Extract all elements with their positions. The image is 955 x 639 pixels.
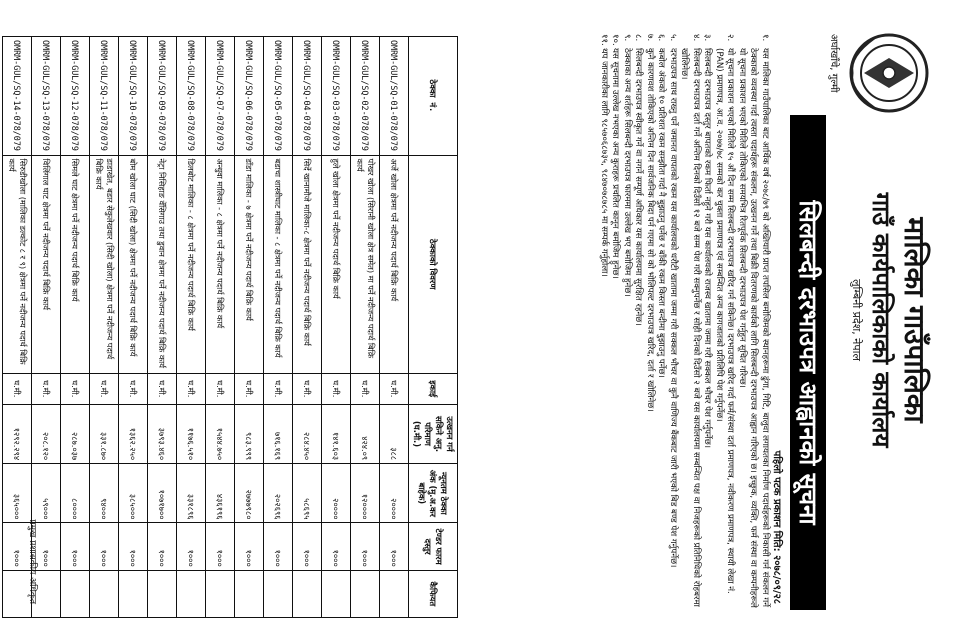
- contract-number-cell: OMRM-GUL/SQ-02-078/079: [350, 36, 379, 155]
- unit-cell: घ.मी.: [89, 373, 118, 404]
- quantity-cell: ४२४.०९: [350, 404, 379, 463]
- address-left: अर्घाखाँचे, गुल्मी: [827, 33, 839, 93]
- contract-number-cell: OMRM-GUL/SQ-05-078/079: [263, 36, 292, 155]
- form-fee-cell: १०००: [205, 522, 234, 569]
- table-row: [60, 36, 89, 617]
- column-header-quantity: उत्खनन गर्न सकिने अनु. परिमाण (घ.मी.): [408, 404, 457, 463]
- paragraph: [632, 34, 644, 612]
- office-name: गाउँ कार्यपालिकाको कार्यालय: [866, 192, 895, 447]
- quantity-cell: १२९२.२९४: [2, 404, 31, 463]
- paragraph-number: ८.: [633, 33, 643, 41]
- paragraph-text: थप जानकारीका लागि ९८५७०६८७३५, ९८४७०७८७८५ मा सम्पर्क गर्नुहोला।: [598, 47, 609, 277]
- table-row: [205, 36, 234, 617]
- unit-cell: घ.मी.: [350, 373, 379, 404]
- form-fee-cell: १०००: [176, 522, 205, 569]
- minimum-amount-cell: ३८५०००: [118, 463, 147, 522]
- work-description-cell: डिलबोट मालिका - ८ क्षेत्रमा पर्ने नदीजन्य पदार्थ बिक्रि कार्य: [176, 155, 205, 373]
- table-header-row: [408, 36, 457, 617]
- paragraph-number: ११.: [598, 33, 609, 46]
- unit-cell: घ.मी.: [234, 373, 263, 404]
- paragraph-number: १०.: [610, 33, 620, 46]
- contract-number-cell: OMRM-GUL/SQ-14-078/079: [2, 36, 31, 155]
- minimum-amount-cell: २००००: [379, 463, 408, 522]
- unit-cell: घ.मी.: [2, 373, 31, 404]
- notice-title: सिलबन्दी दरभाउपत्र आह्वानको सूचना: [790, 115, 826, 610]
- remark-cell: [379, 570, 408, 617]
- table-row: [350, 36, 379, 617]
- table-row: [89, 36, 118, 617]
- table-row: [234, 36, 263, 617]
- quantity-cell: २८७.०३७: [60, 404, 89, 463]
- table-row: [147, 36, 176, 617]
- minimum-amount-cell: ९४०००: [89, 463, 118, 522]
- form-fee-cell: १०००: [321, 522, 350, 569]
- unit-cell: घ.मी.: [321, 373, 350, 404]
- table-row: [118, 36, 147, 617]
- form-fee-cell: १०००: [31, 522, 60, 569]
- paragraph: [620, 34, 632, 612]
- municipality-name: मालिका गाउँपालिका: [897, 216, 931, 423]
- paragraph-text: सिलबन्दी दरभाउपत्र दस्तुर बापतको रकम फिर्ता नहुने गरी यस कार्यालयको राजस्व खातामा जम्मा गरी सक्कल भौचर पेश गर्नुपर्नेछ।: [702, 47, 712, 448]
- paragraph-text: ठेक्काका अन्य शर्तहरू सिलबन्दी दरभाउपत्र फारममा उल्लेख भए बमोजिम हुनेछ।: [621, 47, 632, 297]
- minimum-amount-cell: ५८६९५: [292, 463, 321, 522]
- minimum-amount-cell: ३३१८९६: [176, 463, 205, 522]
- table-row: [379, 36, 408, 617]
- address: लुम्बिनी प्रदेश, नेपाल: [849, 278, 863, 361]
- remark-cell: [263, 570, 292, 617]
- quantity-cell: १३६२.२५०: [118, 404, 147, 463]
- column-header-description: ठेक्काको विवरण: [408, 155, 457, 373]
- contract-number-cell: OMRM-GUL/SQ-03-078/079: [321, 36, 350, 155]
- work-description-cell: बडाचा शास्त्रीघाट मालिका - ८ क्षेत्रमा पर्ने नदीजन्य पदार्थ बिक्रि कार्य: [263, 155, 292, 373]
- paragraph-text: कबोल अंकको १० प्रतिशत रकम सम्झौता गर्दा नै बुझाउनु पर्नेछ र बाँकी रकम किस्ता बन्दीमा बुझाउनु पर्नेछ।: [656, 47, 666, 378]
- quantity-cell: ११७६.५१०: [176, 404, 205, 463]
- minimum-amount-cell: १२००००: [350, 463, 379, 522]
- table-row: [321, 36, 350, 617]
- form-fee-cell: १०००: [118, 522, 147, 569]
- paragraph-number: ७.: [644, 33, 655, 41]
- column-header-unit: इकाई: [408, 373, 457, 404]
- remark-cell: [292, 570, 321, 617]
- unit-cell: घ.मी.: [31, 373, 60, 404]
- paragraph-number: १.: [759, 33, 770, 41]
- unit-cell: घ.मी.: [60, 373, 89, 404]
- quantity-cell: ३७९३.४६०: [147, 404, 176, 463]
- minimum-amount-cell: २०२६९६: [263, 463, 292, 522]
- contract-number-cell: OMRM-GUL/SQ-12-078/079: [60, 36, 89, 155]
- work-description-cell: डाँडा मालिका - ७ क्षेत्रमा पर्ने नदीजन्य पदार्थ बिक्रि कार्य: [234, 155, 263, 373]
- table-row: [176, 36, 205, 617]
- paragraph-text: दरभाउपत्र साथ राख्नु पर्ने जमानत वापतको रकम यस कार्यालयको धरौटी खातामा जम्मा गरी सक्कल भौचर वा कुनै वाणिज्य बैंकबाट जारी भएको बिड बण्ड पेश गर्नुपर्नेछ।: [667, 47, 678, 567]
- unit-cell: घ.मी.: [118, 373, 147, 404]
- work-description-cell: सिमले घाट क्षेत्रमा पर्ने नदीजन्य पदार्थ बिक्रि कार्य: [60, 155, 89, 373]
- minimum-amount-cell: २७७७९८०: [234, 463, 263, 522]
- work-description-cell: पोखर खोला (सिरानी खोला क्षेत्र समेत) मा पर्ने नदीजन्य पदार्थ बिक्रि कार्य: [350, 155, 379, 373]
- paragraph-text: यस सूचनामा उल्लेख नभएका अन्य कुराहरू प्रचलित कानून बमोजिम हुनेछ।: [610, 47, 620, 279]
- notice-body: [597, 34, 770, 612]
- letterhead: [828, 20, 938, 620]
- notice-page: [6, 20, 938, 620]
- minimum-amount-cell: ३६५०००: [2, 463, 31, 522]
- work-description-cell: सिरुडीखोला (मालिका डल्कोट ८ र ९) क्षेत्रमा पर्ने नदीजन्य पदार्थ बिक्रि कार्य: [2, 155, 31, 373]
- form-fee-cell: १०००: [60, 522, 89, 569]
- paragraph: [678, 34, 701, 612]
- column-header-fee: टेण्डर फारम दस्तुर: [408, 522, 457, 569]
- publish-date: पहिलो पटक प्रकाशन मिति: २०७८/०९/२८: [770, 450, 782, 604]
- form-fee-cell: १०००: [234, 522, 263, 569]
- quantity-cell: १५४४.७५०: [205, 404, 234, 463]
- work-description-cell: अन्धुवा मालिका - ८ क्षेत्रमा पर्ने नदीजन्य पदार्थ बिक्रि कार्य: [205, 155, 234, 373]
- minimum-amount-cell: १०७१७००: [147, 463, 176, 522]
- contract-number-cell: OMRM-GUL/SQ-08-078/079: [176, 36, 205, 155]
- form-fee-cell: १०००: [292, 522, 321, 569]
- work-description-cell: बोम खोला घाट (सिदी खोला) क्षेत्रमा पर्ने नदीजन्य पदार्थ बिक्रि कार्य: [118, 155, 147, 373]
- remark-cell: [147, 570, 176, 617]
- unit-cell: घ.मी.: [176, 373, 205, 404]
- paragraph: [666, 34, 678, 612]
- remark-cell: [176, 570, 205, 617]
- contract-number-cell: OMRM-GUL/SQ-11-078/079: [89, 36, 118, 155]
- contract-number-cell: OMRM-GUL/SQ-09-078/079: [147, 36, 176, 155]
- paragraph-number: ३.: [702, 33, 712, 41]
- contract-number-cell: OMRM-GUL/SQ-07-078/079: [205, 36, 234, 155]
- table-row: [263, 36, 292, 617]
- signatory: प्रमुख प्रशासकीय अधिकृत: [26, 519, 37, 604]
- remark-cell: [118, 570, 147, 617]
- remark-cell: [89, 570, 118, 617]
- paragraph-text: सिलबन्दी दरभाउपत्र स्वीकृत गर्ने वा नगर्ने सम्पूर्ण अधिकार यस कार्यालयमा सुरक्षित रहनेछ।: [633, 47, 643, 326]
- contracts-table: [2, 36, 458, 618]
- paragraph-number: ६.: [656, 33, 666, 41]
- work-description-cell: सिर्दे खानामौजे मालिका-८ क्षेत्रमा पर्ने नदीजन्य पदार्थ बिक्रि कार्य: [292, 155, 321, 373]
- paragraph: [735, 34, 770, 612]
- unit-cell: घ.मी.: [292, 373, 321, 404]
- column-header-contract-no: ठेक्का नं.: [408, 36, 457, 155]
- work-description-cell: नेट्रा निसिहाङ वेँसिगाउ तथा डुवान क्षेत्रमा पर्ने नदीजन्य पदार्थ बिक्रि कार्य: [147, 155, 176, 373]
- work-description-cell: विलिंगाल घाट क्षेत्रमा पर्ने नदीजन्य पदार्थ बिक्रि कार्य: [31, 155, 60, 373]
- paragraph: [712, 34, 735, 612]
- contract-number-cell: OMRM-GUL/SQ-06-078/079: [234, 36, 263, 155]
- paragraph-number: ५.: [667, 33, 678, 41]
- minimum-amount-cell: ४३६१९६: [205, 463, 234, 522]
- paragraph-number: ४.: [690, 33, 701, 41]
- quantity-cell: २८४.४५०: [292, 404, 321, 463]
- paragraph: [701, 34, 713, 612]
- paragraph-number: ९.: [621, 33, 632, 41]
- quantity-cell: ३८८: [379, 404, 408, 463]
- contract-number-cell: OMRM-GUL/SQ-10-078/079: [118, 36, 147, 155]
- quantity-cell: ३३१.८७०: [89, 404, 118, 463]
- work-description-cell: डाडाखेत, बडार सेकुलेखवार (सिदी खोला) क्षेत्रमा पर्ने नदीजन्य पदार्थ बिक्रि कार्य: [89, 155, 118, 373]
- unit-cell: घ.मी.: [147, 373, 176, 404]
- minimum-amount-cell: २००००: [321, 463, 350, 522]
- paragraph: [609, 34, 621, 612]
- remark-cell: [350, 570, 379, 617]
- paragraph-text: यस मालिका गाउँपालिका बाट आर्थिक वर्ष २०७८/७९ को अख्तियारी प्राप्त तपसिल बमोजिमको स्थानहरूमा ढुंगा, गिटि, बालुवा लगायतका निर्माण पदार्थहरूको निकासी गर्न संकलन गर्ने ठेक्काको व्यवस्था गर्दा त्यस्ता पदार्थहरू संकलन, उत्खनन गर्ने तथा बिक्री वितरणको कार्यको लागि सिलबन्दी दरभाउपत्र आह्वान गरिएको छ। इच्छुक, व्यक्ति, फर्म संस्था वा कम्पनीहरूले यो सूचना प्रकाशन भएको मितिले तोकिएको समयभित्र रितपूर्वक सिलबन्दी दरभाउपत्र पेश गर्नुहुन सूचित गरिन्छ।: [736, 47, 770, 608]
- remark-cell: [205, 570, 234, 617]
- remark-cell: [234, 570, 263, 617]
- paragraph: [643, 34, 655, 612]
- form-fee-cell: १०००: [350, 522, 379, 569]
- paragraph: [597, 34, 609, 612]
- quantity-cell: १४१.६०३: [321, 404, 350, 463]
- work-description-cell: अर्जे खोला क्षेत्रमा पर्ने नदीजन्य पदार्थ बिक्रि कार्य: [379, 155, 408, 373]
- contract-number-cell: OMRM-GUL/SQ-01-078/079: [379, 36, 408, 155]
- column-header-bond: न्यूनतम ठेक्का अंक (मु.अ.कर बाहेक): [408, 463, 457, 522]
- quantity-cell: २०८.१२०: [31, 404, 60, 463]
- form-fee-cell: १०००: [147, 522, 176, 569]
- unit-cell: घ.मी.: [205, 373, 234, 404]
- unit-cell: घ.मी.: [379, 373, 408, 404]
- contract-number-cell: OMRM-GUL/SQ-04-078/079: [292, 36, 321, 155]
- paragraph-text: कुनै कारणवश तोकिएको अन्तिम दिन सार्वजनिक बिदा पर्न गएमा सो को भोलिपल्ट दरभाउपत्र खरिद, दर्ता र खोलिनेछ।: [644, 47, 655, 412]
- form-fee-cell: १०००: [379, 522, 408, 569]
- contract-number-cell: OMRM-GUL/SQ-13-078/079: [31, 36, 60, 155]
- paragraph-text: सिलबन्दी दरभाउपत्र दर्ता गर्ने अन्तिम दिनको दिउँसो १२ बजे सम्म पेश गरी सक्नुपर्नेछ र सोही दिनको दिउँसो २ बजे यस कार्यालयमा सम्बन्धित पक्ष वा निजहरूको प्रतिनिधिको रोहबरमा खोलिनेछ।: [679, 47, 701, 607]
- minimum-amount-cell: ५९०००: [31, 463, 60, 522]
- form-fee-cell: १०००: [89, 522, 118, 569]
- column-header-remark: कैफियत: [408, 570, 457, 617]
- quantity-cell: ७१६.१६९: [263, 404, 292, 463]
- remark-cell: [321, 570, 350, 617]
- form-fee-cell: १०००: [2, 522, 31, 569]
- remark-cell: [60, 570, 89, 617]
- paragraph-number: २.: [725, 33, 735, 41]
- quantity-cell: ९८३.९९९: [234, 404, 263, 463]
- form-fee-cell: १०००: [263, 522, 292, 569]
- minimum-amount-cell: ८००००: [60, 463, 89, 522]
- work-description-cell: हुले खोला क्षेत्रमा पर्ने नदीजन्य पदार्थ बिक्रि कार्य: [321, 155, 350, 373]
- paragraph: [655, 34, 667, 612]
- table-row: [292, 36, 321, 617]
- unit-cell: घ.मी.: [263, 373, 292, 404]
- paragraph-text: यो सूचना प्रकाशन भएको मितिले १५ औं दिन सम्म सिलबन्दी दरभाउपत्र खरिद गर्न सकिनेछ। दरभाउपत्र खरिद गर्दा फर्म/संस्था दर्ता प्रमाणपत्र, नवीकरण प्रमाणपत्र, स्थायी लेखा नं. (PAN) प्रमाणपत्र, आ.व. २०७७/७८ सम्मको कर चुक्ता प्रमाणपत्र एवं सम्बन्धित अन्य कागजातको प्रतिलिपि पेश गर्नुपर्नेछ।: [713, 47, 735, 594]
